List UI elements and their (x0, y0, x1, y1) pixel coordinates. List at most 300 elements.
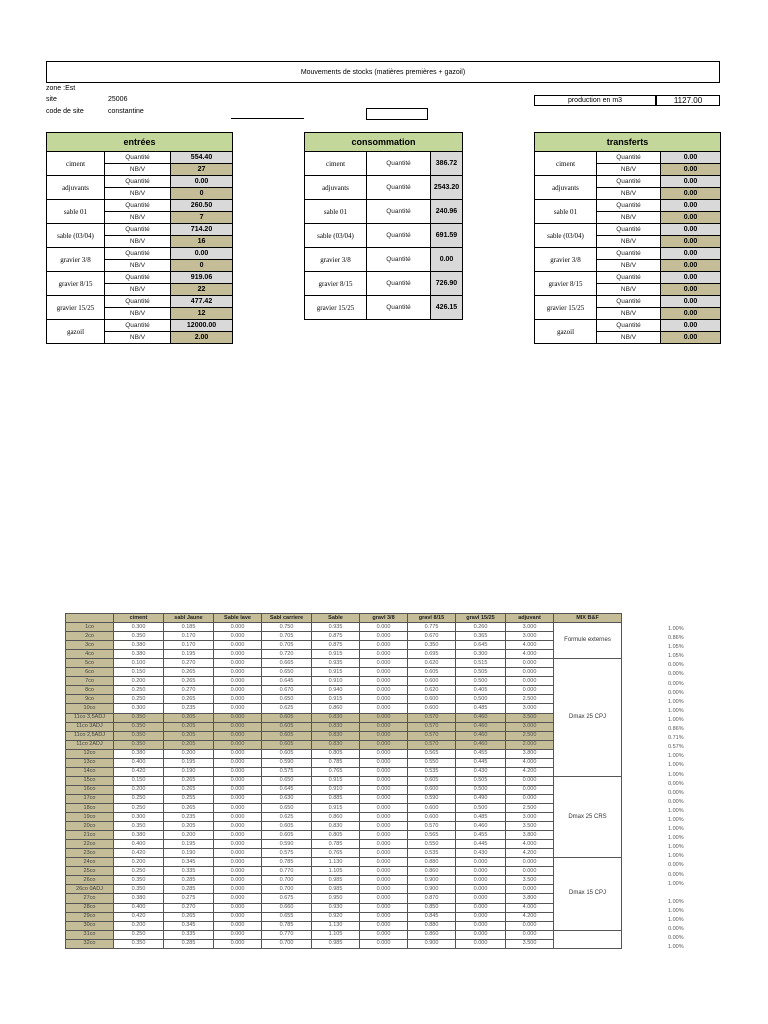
mix-formula-name: 13co (66, 758, 114, 767)
mix-cell: 0.705 (262, 641, 312, 650)
mix-formula-name: 11co 2ADJ (66, 740, 114, 749)
mix-cell: 0.285 (164, 939, 214, 948)
mix-cell: 0.830 (312, 713, 360, 722)
mix-cell: 0.750 (262, 623, 312, 632)
mix-cell: 1.105 (312, 867, 360, 876)
mix-cell: 0.205 (164, 740, 214, 749)
mix-cell: 0.200 (164, 831, 214, 840)
quantity-value: 426.15 (431, 296, 463, 320)
quantity-value: 0.00 (661, 248, 721, 260)
mix-row (66, 849, 622, 858)
mix-formula-name: 24co (66, 858, 114, 867)
mix-cell: 0.000 (214, 659, 262, 668)
mix-percent: 0.86% (668, 726, 684, 733)
mix-cell: 0.910 (312, 677, 360, 686)
mix-group-label: Dmax 25 CRS (554, 776, 622, 857)
mix-cell: 0.000 (214, 858, 262, 867)
quantity-label: Quantité (597, 176, 661, 188)
mix-cell: 0.660 (262, 903, 312, 912)
quantity-label: Quantité (105, 320, 171, 332)
site-value: 25006 (108, 96, 128, 103)
mix-formula-name: 2co (66, 632, 114, 641)
transferts-row (535, 224, 721, 236)
mix-cell: 0.350 (114, 822, 164, 831)
mix-percent: 0.00% (668, 926, 684, 933)
quantity-label: Quantité (367, 176, 431, 200)
entrees-item-label: adjuvants (47, 176, 105, 200)
mix-percent: 0.00% (668, 680, 684, 687)
mix-cell: 0.550 (408, 758, 456, 767)
mix-cell: 0.915 (312, 776, 360, 785)
mix-formula-name: 25co (66, 867, 114, 876)
mix-cell: 0.000 (214, 632, 262, 641)
mix-header-cell (66, 614, 114, 623)
mix-cell: 0.000 (360, 858, 408, 867)
mix-percent: 1.00% (668, 716, 684, 723)
nbv-value: 0.00 (661, 164, 721, 176)
mix-cell: 0.860 (312, 704, 360, 713)
entrees-row (47, 248, 233, 260)
mix-cell: 0.000 (214, 713, 262, 722)
transferts-table (534, 132, 721, 344)
mix-cell: 1.130 (312, 858, 360, 867)
transferts-row (535, 176, 721, 188)
mix-cell: 0.000 (360, 731, 408, 740)
mix-cell: 0.300 (114, 813, 164, 822)
code-label: code de site (46, 108, 84, 115)
mix-formula-name: 16co (66, 785, 114, 794)
mix-cell: 0.605 (408, 776, 456, 785)
mix-row (66, 704, 622, 713)
mix-cell: 0.605 (262, 822, 312, 831)
mix-cell: 0.350 (114, 740, 164, 749)
quantity-label: Quantité (105, 200, 171, 212)
mix-cell: 0.000 (506, 785, 554, 794)
mix-cell: 0.000 (360, 749, 408, 758)
mix-cell: 0.950 (312, 894, 360, 903)
mix-cell: 3.000 (506, 632, 554, 641)
mix-cell: 3.500 (506, 822, 554, 831)
mix-row (66, 650, 622, 659)
mix-cell: 0.420 (114, 767, 164, 776)
mix-header-row (66, 614, 622, 623)
mix-formula-name: 9co (66, 695, 114, 704)
mix-cell: 4.200 (506, 849, 554, 858)
zone-label: zone :Est (46, 85, 76, 92)
mix-cell: 0.265 (164, 785, 214, 794)
mix-cell: 0.620 (408, 659, 456, 668)
mix-cell: 0.805 (312, 831, 360, 840)
mix-cell: 0.000 (506, 867, 554, 876)
mix-cell: 4.200 (506, 912, 554, 921)
mix-formula-name: 4co (66, 650, 114, 659)
mix-cell: 3.500 (506, 939, 554, 948)
mix-row (66, 686, 622, 695)
mix-cell: 0.000 (360, 794, 408, 803)
transferts-row (535, 320, 721, 332)
mix-row (66, 785, 622, 794)
mix-cell: 0.765 (312, 767, 360, 776)
quantity-value: 691.59 (431, 224, 463, 248)
mix-formula-name: 17co (66, 794, 114, 803)
mix-formula-name: 10co (66, 704, 114, 713)
entrees-row (47, 200, 233, 212)
entrees-row (47, 272, 233, 284)
mix-percent: 1.05% (668, 653, 684, 660)
mix-cell: 0.705 (262, 632, 312, 641)
transferts-item-label: gravier 3/8 (535, 248, 597, 272)
mix-cell: 0.000 (214, 885, 262, 894)
mix-cell: 0.775 (408, 623, 456, 632)
mix-group-label (554, 930, 622, 948)
mix-header-cell: gravl 8/15 (408, 614, 456, 623)
consommation-row (305, 272, 463, 296)
transferts-item-label: sable (03/04) (535, 224, 597, 248)
mix-cell: 0.200 (114, 677, 164, 686)
mix-cell: 0.600 (408, 785, 456, 794)
quantity-label: Quantité (105, 176, 171, 188)
mix-cell: 0.000 (360, 659, 408, 668)
quantity-label: Quantité (367, 248, 431, 272)
nbv-value: 12 (171, 308, 233, 320)
mix-cell: 0.915 (312, 803, 360, 812)
mix-cell: 0.200 (114, 921, 164, 930)
mix-formula-name: 11co 3ADJ (66, 722, 114, 731)
mix-cell: 0.000 (456, 903, 506, 912)
mix-cell: 0.650 (262, 695, 312, 704)
mix-percent: 0.00% (668, 671, 684, 678)
quantity-label: Quantité (597, 152, 661, 164)
nbv-label: NB/V (105, 260, 171, 272)
mix-cell: 0.000 (360, 903, 408, 912)
mix-cell: 0.700 (262, 939, 312, 948)
mix-cell: 0.000 (360, 686, 408, 695)
mix-cell: 0.000 (214, 785, 262, 794)
mix-percent: 1.00% (668, 917, 684, 923)
mix-cell: 0.300 (456, 650, 506, 659)
mix-percent: 0.00% (668, 662, 684, 669)
mix-cell: 0.000 (360, 776, 408, 785)
mix-row (66, 677, 622, 686)
mix-formula-name: 5co (66, 659, 114, 668)
mix-cell: 0.605 (408, 668, 456, 677)
mix-cell: 3.500 (506, 713, 554, 722)
mix-cell: 0.870 (408, 894, 456, 903)
consommation-item-label: gravier 8/15 (305, 272, 367, 296)
mix-cell: 0.575 (262, 767, 312, 776)
mix-cell: 0.565 (408, 749, 456, 758)
mix-cell: 0.350 (114, 722, 164, 731)
mix-cell: 0.000 (214, 686, 262, 695)
transferts-row (535, 248, 721, 260)
mix-cell: 0.000 (506, 659, 554, 668)
mix-formula-name: 12co (66, 749, 114, 758)
mix-cell: 0.455 (456, 831, 506, 840)
mix-percent: 1.00% (668, 853, 684, 860)
mix-cell: 0.000 (456, 912, 506, 921)
mix-row (66, 822, 622, 831)
quantity-value: 0.00 (661, 200, 721, 212)
mix-cell: 3.000 (506, 704, 554, 713)
mix-cell: 0.570 (408, 722, 456, 731)
mix-cell: 0.000 (360, 704, 408, 713)
transferts-item-label: sable 01 (535, 200, 597, 224)
blank-box (366, 108, 428, 120)
mix-cell: 0.205 (164, 822, 214, 831)
mix-cell: 0.590 (408, 794, 456, 803)
mix-cell: 0.915 (312, 695, 360, 704)
mix-cell: 0.655 (262, 912, 312, 921)
mix-cell: 2.500 (506, 695, 554, 704)
mix-cell: 0.190 (164, 767, 214, 776)
mix-formula-name: 19co (66, 813, 114, 822)
mix-cell: 0.185 (164, 623, 214, 632)
mix-cell: 0.000 (360, 713, 408, 722)
mix-cell: 0.880 (408, 858, 456, 867)
mix-cell: 0.000 (214, 867, 262, 876)
mix-cell: 0.900 (408, 939, 456, 948)
entrees-table (46, 132, 233, 344)
mix-cell: 0.000 (214, 939, 262, 948)
mix-cell: 0.940 (312, 686, 360, 695)
mix-cell: 0.000 (360, 840, 408, 849)
mix-cell: 0.000 (214, 849, 262, 858)
mix-formula-name: 21co (66, 831, 114, 840)
mix-cell: 0.650 (262, 776, 312, 785)
mix-percent: 1.00% (668, 771, 684, 778)
mix-formula-name: 11co 2,5ADJ (66, 731, 114, 740)
mix-cell: 0.000 (360, 939, 408, 948)
mix-row (66, 749, 622, 758)
nbv-label: NB/V (597, 164, 661, 176)
mix-cell: 0.665 (262, 659, 312, 668)
mix-cell: 0.000 (214, 822, 262, 831)
quantity-label: Quantité (105, 272, 171, 284)
mix-row (66, 912, 622, 921)
mix-row (66, 767, 622, 776)
quantity-label: Quantité (597, 248, 661, 260)
mix-formula-name: 23co (66, 849, 114, 858)
mix-cell: 0.270 (164, 903, 214, 912)
mix-cell: 0.535 (408, 767, 456, 776)
mix-cell: 0.985 (312, 876, 360, 885)
mix-cell: 0.460 (456, 822, 506, 831)
mix-cell: 0.600 (408, 677, 456, 686)
mix-percent (668, 889, 684, 898)
mix-header-cell: sabl Jaune (164, 614, 214, 623)
entrees-item-label: sable (03/04) (47, 224, 105, 248)
mix-cell: 0.400 (114, 840, 164, 849)
mix-percent: 1.00% (668, 835, 684, 842)
consommation-item-label: gravier 15/25 (305, 296, 367, 320)
mix-row (66, 840, 622, 849)
mix-row (66, 831, 622, 840)
quantity-value: 386.72 (431, 152, 463, 176)
mix-formula-name: 3co (66, 641, 114, 650)
mix-cell: 2.000 (506, 740, 554, 749)
mix-cell: 0.500 (456, 803, 506, 812)
mix-formula-name: 32co (66, 939, 114, 948)
quantity-value: 0.00 (661, 176, 721, 188)
mix-cell: 0.830 (312, 722, 360, 731)
mix-percent: 1.00% (668, 826, 684, 833)
mix-formula-name: 26co 0ADJ (66, 885, 114, 894)
mix-cell: 0.570 (408, 731, 456, 740)
mix-percent: 1.05% (668, 644, 684, 651)
mix-cell: 0.000 (214, 894, 262, 903)
mix-cell: 0.430 (456, 767, 506, 776)
mix-cell: 0.000 (214, 903, 262, 912)
mix-cell: 0.695 (408, 650, 456, 659)
mix-row (66, 858, 622, 867)
mix-cell: 0.260 (456, 623, 506, 632)
mix-cell: 0.000 (506, 794, 554, 803)
entrees-item-label: gravier 3/8 (47, 248, 105, 272)
quantity-value: 0.00 (661, 272, 721, 284)
mix-cell: 0.000 (506, 885, 554, 894)
mix-cell: 0.255 (164, 794, 214, 803)
mix-cell: 0.000 (214, 740, 262, 749)
mix-cell: 0.000 (360, 641, 408, 650)
mix-cell: 0.000 (214, 803, 262, 812)
mix-row (66, 813, 622, 822)
mix-cell: 0.645 (262, 677, 312, 686)
mix-cell: 0.100 (114, 659, 164, 668)
code-value: constantine (108, 108, 144, 115)
consommation-row (305, 176, 463, 200)
entrees-item-label: gravier 15/25 (47, 296, 105, 320)
nbv-value: 0.00 (661, 236, 721, 248)
mix-cell: 0.590 (262, 840, 312, 849)
mix-cell: 0.250 (114, 930, 164, 939)
entrees-row (47, 296, 233, 308)
mix-cell: 0.000 (214, 831, 262, 840)
mix-cell: 3.800 (506, 831, 554, 840)
nbv-value: 0.00 (661, 260, 721, 272)
transferts-row (535, 272, 721, 284)
mix-header-cell: Sable lave (214, 614, 262, 623)
transferts-item-label: gravier 15/25 (535, 296, 597, 320)
mix-cell: 0.500 (456, 785, 506, 794)
transferts-item-label: gazoil (535, 320, 597, 344)
mix-cell: 0.000 (214, 813, 262, 822)
nbv-label: NB/V (597, 308, 661, 320)
mix-cell: 0.285 (164, 876, 214, 885)
mix-cell: 0.000 (456, 876, 506, 885)
mix-percent: 0.00% (668, 789, 684, 796)
mix-cell: 0.770 (262, 930, 312, 939)
mix-table (65, 613, 622, 949)
mix-cell: 0.600 (408, 704, 456, 713)
mix-cell: 0.170 (164, 632, 214, 641)
mix-cell: 0.000 (214, 695, 262, 704)
mix-row (66, 930, 622, 939)
mix-cell: 2.500 (506, 731, 554, 740)
quantity-label: Quantité (105, 296, 171, 308)
mix-percent: 0.71% (668, 735, 684, 742)
mix-cell: 0.830 (312, 740, 360, 749)
mix-cell: 0.000 (360, 921, 408, 930)
nbv-value: 27 (171, 164, 233, 176)
quantity-label: Quantité (105, 248, 171, 260)
nbv-value: 0.00 (661, 188, 721, 200)
mix-cell: 0.900 (408, 876, 456, 885)
site-label: site (46, 96, 57, 103)
nbv-value: 0 (171, 188, 233, 200)
entrees-row (47, 320, 233, 332)
mix-cell: 0.000 (506, 677, 554, 686)
mix-cell: 0.195 (164, 840, 214, 849)
mix-header-cell: ciment (114, 614, 164, 623)
mix-cell: 0.630 (262, 794, 312, 803)
mix-cell: 0.915 (312, 668, 360, 677)
nbv-label: NB/V (597, 284, 661, 296)
mix-cell: 0.000 (506, 776, 554, 785)
mix-percent: 0.00% (668, 871, 684, 878)
quantity-label: Quantité (597, 296, 661, 308)
mix-cell: 0.335 (164, 867, 214, 876)
consommation-row (305, 224, 463, 248)
mix-row (66, 758, 622, 767)
mix-cell: 0.380 (114, 894, 164, 903)
mix-cell: 0.000 (360, 785, 408, 794)
mix-cell: 0.350 (114, 632, 164, 641)
mix-percent: 1.00% (668, 816, 684, 823)
mix-row (66, 794, 622, 803)
nbv-label: NB/V (597, 236, 661, 248)
mix-row (66, 876, 622, 885)
mix-formula-name: 7co (66, 677, 114, 686)
mix-cell: 0.570 (408, 713, 456, 722)
mix-cell: 0.000 (506, 930, 554, 939)
mix-cell: 0.600 (408, 695, 456, 704)
mix-percent: 1.00% (668, 844, 684, 851)
mix-cell: 0.590 (262, 758, 312, 767)
mix-cell: 0.650 (262, 668, 312, 677)
mix-cell: 0.000 (360, 912, 408, 921)
mix-percent-column (668, 625, 684, 952)
mix-percent: 1.00% (668, 698, 684, 705)
nbv-label: NB/V (597, 332, 661, 344)
mix-cell: 0.000 (214, 731, 262, 740)
nbv-label: NB/V (105, 332, 171, 344)
mix-cell: 0.700 (262, 885, 312, 894)
mix-formula-name: 20co (66, 822, 114, 831)
mix-row (66, 659, 622, 668)
mix-cell: 0.460 (456, 722, 506, 731)
quantity-label: Quantité (597, 272, 661, 284)
entrees-row (47, 224, 233, 236)
nbv-label: NB/V (105, 212, 171, 224)
quantity-value: 0.00 (431, 248, 463, 272)
mix-cell: 0.270 (164, 659, 214, 668)
mix-cell: 0.670 (262, 686, 312, 695)
mix-cell: 0.485 (456, 813, 506, 822)
nbv-label: NB/V (597, 212, 661, 224)
mix-cell: 0.485 (456, 704, 506, 713)
quantity-label: Quantité (367, 152, 431, 176)
mix-percent: 0.00% (668, 935, 684, 942)
production-value: 1127.00 (656, 95, 720, 106)
mix-cell: 0.915 (312, 650, 360, 659)
mix-percent: 1.00% (668, 807, 684, 814)
mix-cell: 0.605 (262, 831, 312, 840)
mix-formula-name: 1co (66, 623, 114, 632)
mix-cell: 0.400 (114, 903, 164, 912)
mix-cell: 0.700 (262, 876, 312, 885)
mix-cell: 0.350 (114, 713, 164, 722)
mix-cell: 0.405 (456, 686, 506, 695)
